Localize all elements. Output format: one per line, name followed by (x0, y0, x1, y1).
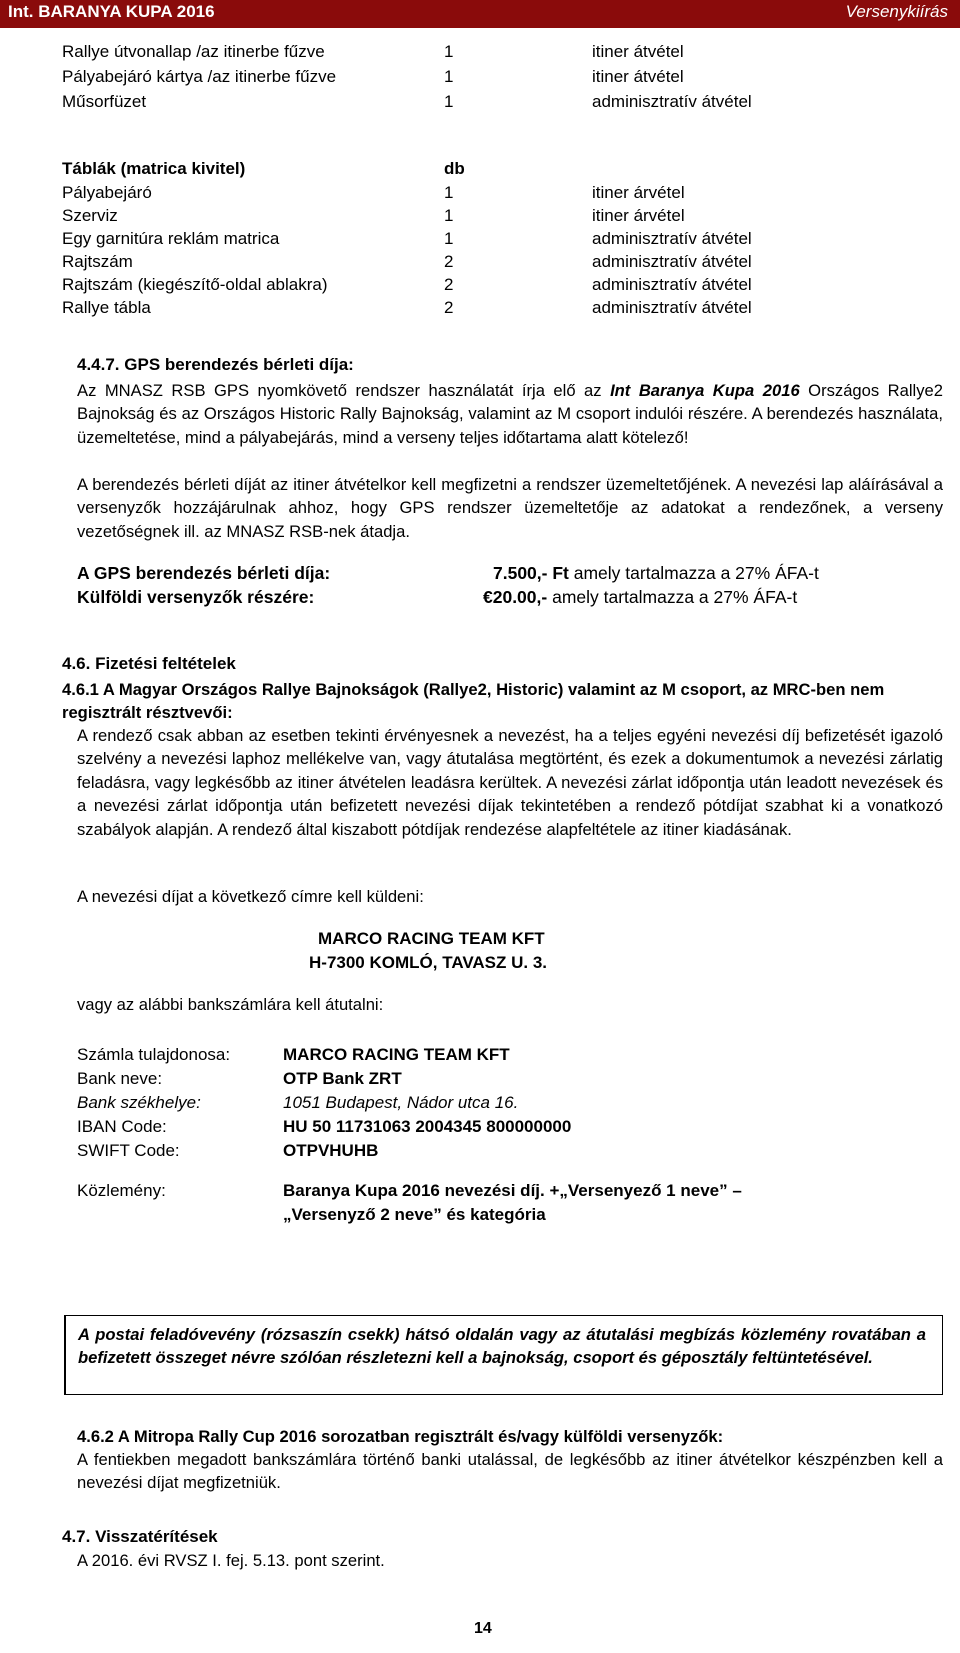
memo-label: Közlemény: (77, 1181, 166, 1200)
address-intro: A nevezési díjat a következő címre kell küldeni: (77, 887, 424, 906)
header-doc-type: Versenykiírás (845, 2, 948, 21)
row-item: Pályabejáró kártya /az itinerbe fűzve (62, 67, 337, 86)
row-item: Rajtszám (kiegészítő-oldal ablakra) (62, 275, 328, 294)
row-where: itiner átvétel (592, 42, 684, 61)
row-where: adminisztratív átvétel (592, 229, 752, 248)
table1-row (62, 67, 902, 89)
row-where: adminisztratív átvétel (592, 252, 752, 271)
fee1-label: A GPS berendezés bérleti díja: (77, 563, 331, 583)
row-where: itiner árvétel (592, 206, 685, 225)
gps-heading: 4.4.7. GPS berendezés bérleti díja: (77, 355, 354, 374)
table1-row (62, 92, 902, 114)
row-qty: 2 (444, 252, 454, 271)
row-qty: 1 (444, 67, 454, 86)
fee2-rest: amely tartalmazza a 27% ÁFA-t (547, 587, 798, 607)
fees-sub1-heading: 4.6.1 A Magyar Országos Rallye Bajnokságok (Rallye2, Historic) valamint az M csoport, az MRC-ben nem regisztrált résztvevői: (62, 680, 885, 723)
refunds-heading: 4.7. Visszatérítések (62, 1527, 218, 1546)
fees-sub1-paragraph (77, 724, 943, 841)
table1-row (62, 42, 902, 64)
memo-line-1: Baranya Kupa 2016 nevezési díj. +„Versenyező 1 neve” – (283, 1181, 742, 1200)
row-qty: 1 (444, 183, 454, 202)
row-qty: 1 (444, 206, 454, 225)
bank-value: MARCO RACING TEAM KFT (283, 1045, 510, 1064)
gps-paragraph-1 (77, 379, 943, 449)
bank-value: HU 50 11731063 2004345 800000000 (283, 1117, 572, 1136)
bank-label: IBAN Code: (77, 1117, 167, 1136)
fees-sub2-text: A fentiekben megadott bankszámlára történő banki utalással, de legkésőbb az itiner átvételkor készpénzben kell a nevezési díjat megfizetniük. (77, 1450, 943, 1493)
gps-paragraph-2 (77, 473, 943, 543)
row-where: itiner árvétel (592, 183, 685, 202)
bank-value: 1051 Budapest, Nádor utca 16. (283, 1093, 519, 1112)
fee2-amount: €20.00,- (483, 587, 548, 607)
row-qty: 2 (444, 298, 454, 317)
fee1-rest: amely tartalmazza a 27% ÁFA-t (568, 563, 819, 583)
row-qty: 1 (444, 92, 454, 111)
table2-header (62, 159, 902, 181)
table2-row (62, 275, 902, 297)
row-qty: 2 (444, 275, 454, 294)
address-line-1: MARCO RACING TEAM KFT (318, 929, 545, 948)
table2-head-item: Táblák (matrica kivitel) (62, 159, 246, 178)
bank-intro: vagy az alábbi bankszámlára kell átutalni: (77, 995, 384, 1014)
table2-row (62, 206, 902, 228)
row-qty: 1 (444, 229, 454, 248)
row-item: Egy garnitúra reklám matrica (62, 229, 280, 248)
fees-sub2-paragraph (77, 1448, 943, 1495)
row-where: adminisztratív átvétel (592, 298, 752, 317)
header-title: Int. BARANYA KUPA 2016 (8, 2, 215, 21)
row-item: Rallye útvonallap /az itinerbe fűzve (62, 42, 325, 61)
bank-label: Számla tulajdonosa: (77, 1045, 231, 1064)
fee1-value (493, 563, 819, 584)
gps-p1-post: Országos Rallye2 Bajnokság és az Országos Historic Rally Bajnokság, valamint az M csoport indulói részére. A berendezés használata, üzemeltetése, mind a pályabejárás, mind a verseny teljes időtartama alatt kötelező! (77, 381, 944, 447)
table2-row (62, 252, 902, 274)
gps-p2-text: A berendezés bérleti díját az itiner átvételkor kell megfizetni a rendszer üzemeltetőjének. A nevezési lap aláírásával a versenyzők hozzájárulnak ahhoz, hogy GPS rendszer üzemeltetője az adatokat a rendezőnek, a verseny vezetőségnek ill. az MNASZ RSB-nek átadja. (77, 475, 943, 541)
fees-heading: 4.6. Fizetési feltételek (62, 654, 236, 673)
fees-sub1-text: A rendező csak abban az esetben tekinti érvényesnek a nevezést, ha a teljes egyéni nevezési díj befizetését igazoló szelvény a nevezési laphoz mellékelve van, vagy átutalása megtörtént, és ezek a dokumentumok a nevezési zárlatig feladásra, vagy legkésőbb az itiner átvételen leadásra kerültek. A nevezési zárlat időpontja után leadott nevezések és a nevezési zárlat időpontja után befizetett nevezési díjak tekintetében a rendező pótdíjat szabhat ki a vonatkozó szabályok alapján. A rendező által kiszabott pótdíjak rendezése alapfeltétele az itiner kiadásának. (77, 726, 943, 839)
fee1-amount: 7.500,- Ft (493, 563, 569, 583)
gps-p1-pre: Az MNASZ RSB GPS nyomkövető rendszer használatát írja elő az (77, 381, 611, 400)
fee2-label: Külföldi versenyzők részére: (77, 587, 315, 607)
row-where: itiner átvétel (592, 67, 684, 86)
row-where: adminisztratív átvétel (592, 275, 752, 294)
page-header-bar (0, 0, 960, 28)
row-item: Szerviz (62, 206, 118, 225)
bank-value: OTP Bank ZRT (283, 1069, 402, 1088)
fees-sub2-heading: 4.6.2 A Mitropa Rally Cup 2016 sorozatban regisztrált és/vagy külföldi versenyzők: (77, 1427, 724, 1446)
fee2-value (483, 587, 797, 608)
table2-head-qty: db (444, 159, 465, 178)
bank-label: Bank székhelye: (77, 1093, 201, 1112)
bank-label: SWIFT Code: (77, 1141, 180, 1160)
row-item: Pályabejáró (62, 183, 152, 202)
table2-row (62, 229, 902, 251)
row-item: Rajtszám (62, 252, 133, 271)
page-number: 14 (474, 1620, 492, 1637)
row-where: adminisztratív átvétel (592, 92, 752, 111)
refunds-text: A 2016. évi RVSZ I. fej. 5.13. pont szerint. (77, 1551, 385, 1570)
bank-value: OTPVHUHB (283, 1141, 379, 1160)
memo-line-2: „Versenyző 2 neve” és kategória (283, 1205, 546, 1224)
bank-label: Bank neve: (77, 1069, 163, 1088)
table2-row (62, 298, 902, 320)
payment-note-box (64, 1315, 943, 1395)
row-item: Műsorfüzet (62, 92, 147, 111)
address-line-2: H-7300 KOMLÓ, TAVASZ U. 3. (309, 953, 548, 972)
row-qty: 1 (444, 42, 454, 61)
payment-note-text: A postai feladóvevény (rózsaszín csekk) hátsó oldalán vagy az átutalási megbízás közlemény rovatában a befizetett összeget névre szólóan részletezni kell a bajnokság, csoport és géposztály feltüntetésével. (78, 1325, 926, 1367)
table2-row (62, 183, 902, 205)
row-item: Rallye tábla (62, 298, 151, 317)
gps-p1-event: Int Baranya Kupa 2016 (610, 381, 800, 400)
